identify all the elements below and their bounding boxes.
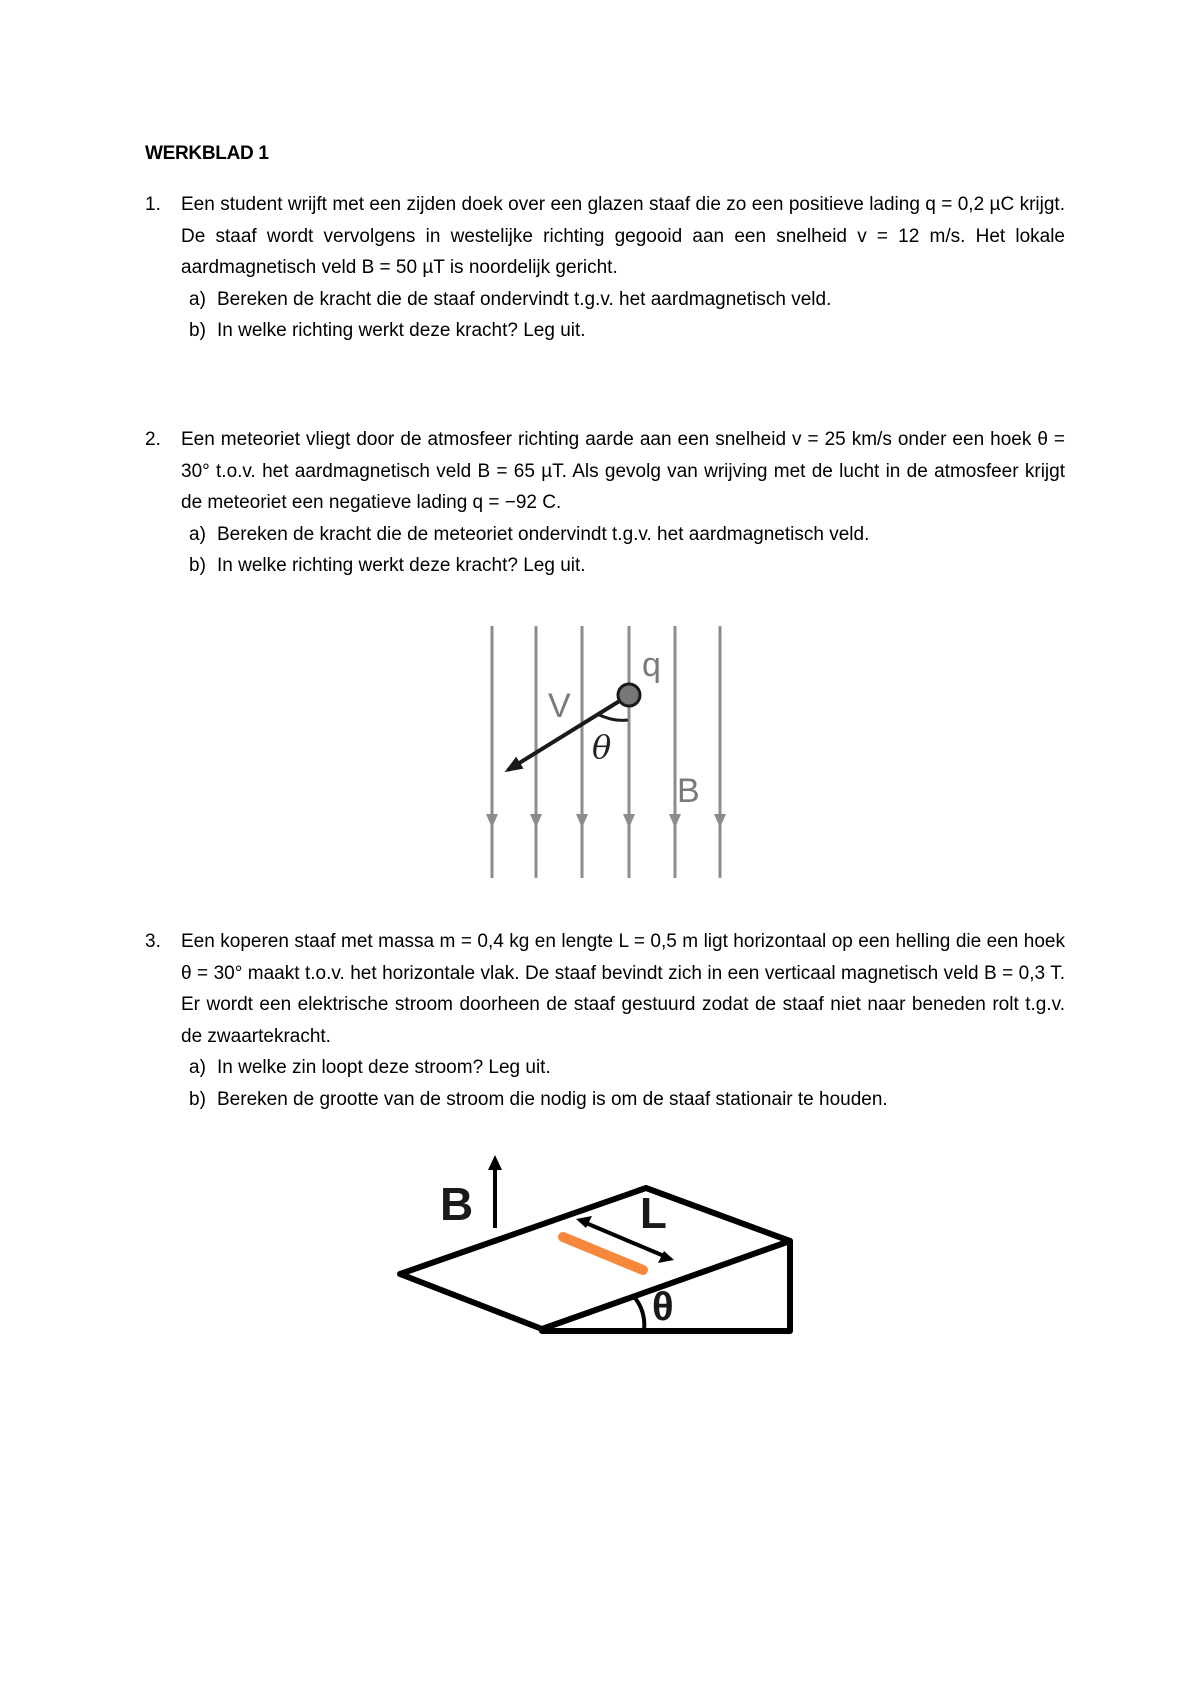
sub-question-a (181, 284, 1065, 316)
field-arrow-icon (623, 814, 635, 828)
sub-question-a (181, 519, 1065, 551)
question-number: 1. (145, 194, 161, 215)
sub-question-a (181, 1052, 1065, 1084)
angle-arc (635, 1298, 644, 1331)
sub-question-label: b) (189, 555, 206, 576)
page-title: WERKBLAD 1 (145, 143, 269, 164)
sub-question-text: In welke zin loopt deze stroom? Leg uit. (217, 1057, 551, 1078)
figure-meteor-field (470, 620, 740, 880)
question-1 (145, 189, 1065, 347)
label-b: B (677, 772, 700, 810)
label-q: q (642, 646, 661, 684)
question-text: Een koperen staaf met massa m = 0,4 kg en lengte L = 0,5 m ligt horizontaal op een helling die een hoek θ = 30° maakt t.o.v. het horizontale vlak. De staaf bevindt zich in een verticaal magnetisch veld B = 0,3 T. Er wordt een elektrische stroom doorheen de staaf gestuurd zodat de staaf niet naar beneden rolt t.g.v. de zwaartekracht. (181, 931, 1065, 1047)
sub-question-label: a) (189, 523, 206, 545)
field-arrowheads (486, 814, 726, 828)
field-arrow-icon (714, 814, 726, 828)
question-2 (145, 424, 1065, 582)
label-l: L (640, 1189, 667, 1238)
sub-question-text: Bereken de kracht die de meteoriet ondervindt t.g.v. het aardmagnetisch veld. (217, 523, 870, 545)
sub-question-text: In welke richting werkt deze kracht? Leg uit. (217, 555, 586, 576)
field-arrow-icon (530, 814, 542, 828)
label-b: B (440, 1178, 474, 1230)
field-arrow-icon (486, 814, 498, 828)
sub-question-b (181, 550, 1065, 582)
label-v: V (548, 687, 571, 725)
question-3 (145, 926, 1065, 1115)
question-text: Een meteoriet vliegt door de atmosfeer richting aarde aan een snelheid v = 25 km/s onder een hoek θ = 30° t.o.v. het aardmagnetisch veld B = 65 µT. Als gevolg van wrijving met de lucht in de atmosfeer krijgt de meteoriet een negatieve lading q = −92 C. (181, 429, 1065, 513)
sub-question-label: a) (189, 1057, 206, 1078)
field-arrow-icon (669, 814, 681, 828)
label-theta: θ (592, 728, 612, 766)
question-text: Een student wrijft met een zijden doek over een glazen staaf die zo een positieve lading q = 0,2 µC krijgt. De staaf wordt vervolgens in westelijke richting gegooid aan een snelheid v = 12 m/s. Het lokale aardmagnetisch veld B = 50 µT is noordelijk gericht. (181, 194, 1065, 278)
sub-question-text: Bereken de grootte van de stroom die nodig is om de staaf stationair te houden. (217, 1088, 888, 1110)
sub-question-label: b) (189, 320, 206, 341)
question-number: 3. (145, 931, 161, 952)
sub-question-label: b) (189, 1088, 206, 1110)
sub-question-text: In welke richting werkt deze kracht? Leg uit. (217, 320, 586, 341)
label-theta: θ (652, 1285, 674, 1329)
sub-question-text: Bereken de kracht die de staaf ondervindt t.g.v. het aardmagnetisch veld. (217, 288, 832, 310)
sub-question-b (181, 315, 1065, 347)
arrow-up-icon (488, 1155, 502, 1170)
figure-incline-rod (390, 1150, 810, 1340)
field-arrow-icon (576, 814, 588, 828)
charge-dot (618, 684, 640, 706)
question-number: 2. (145, 429, 161, 450)
sub-question-b (181, 1084, 1065, 1116)
angle-arc (597, 714, 628, 720)
sub-question-label: a) (189, 288, 206, 310)
